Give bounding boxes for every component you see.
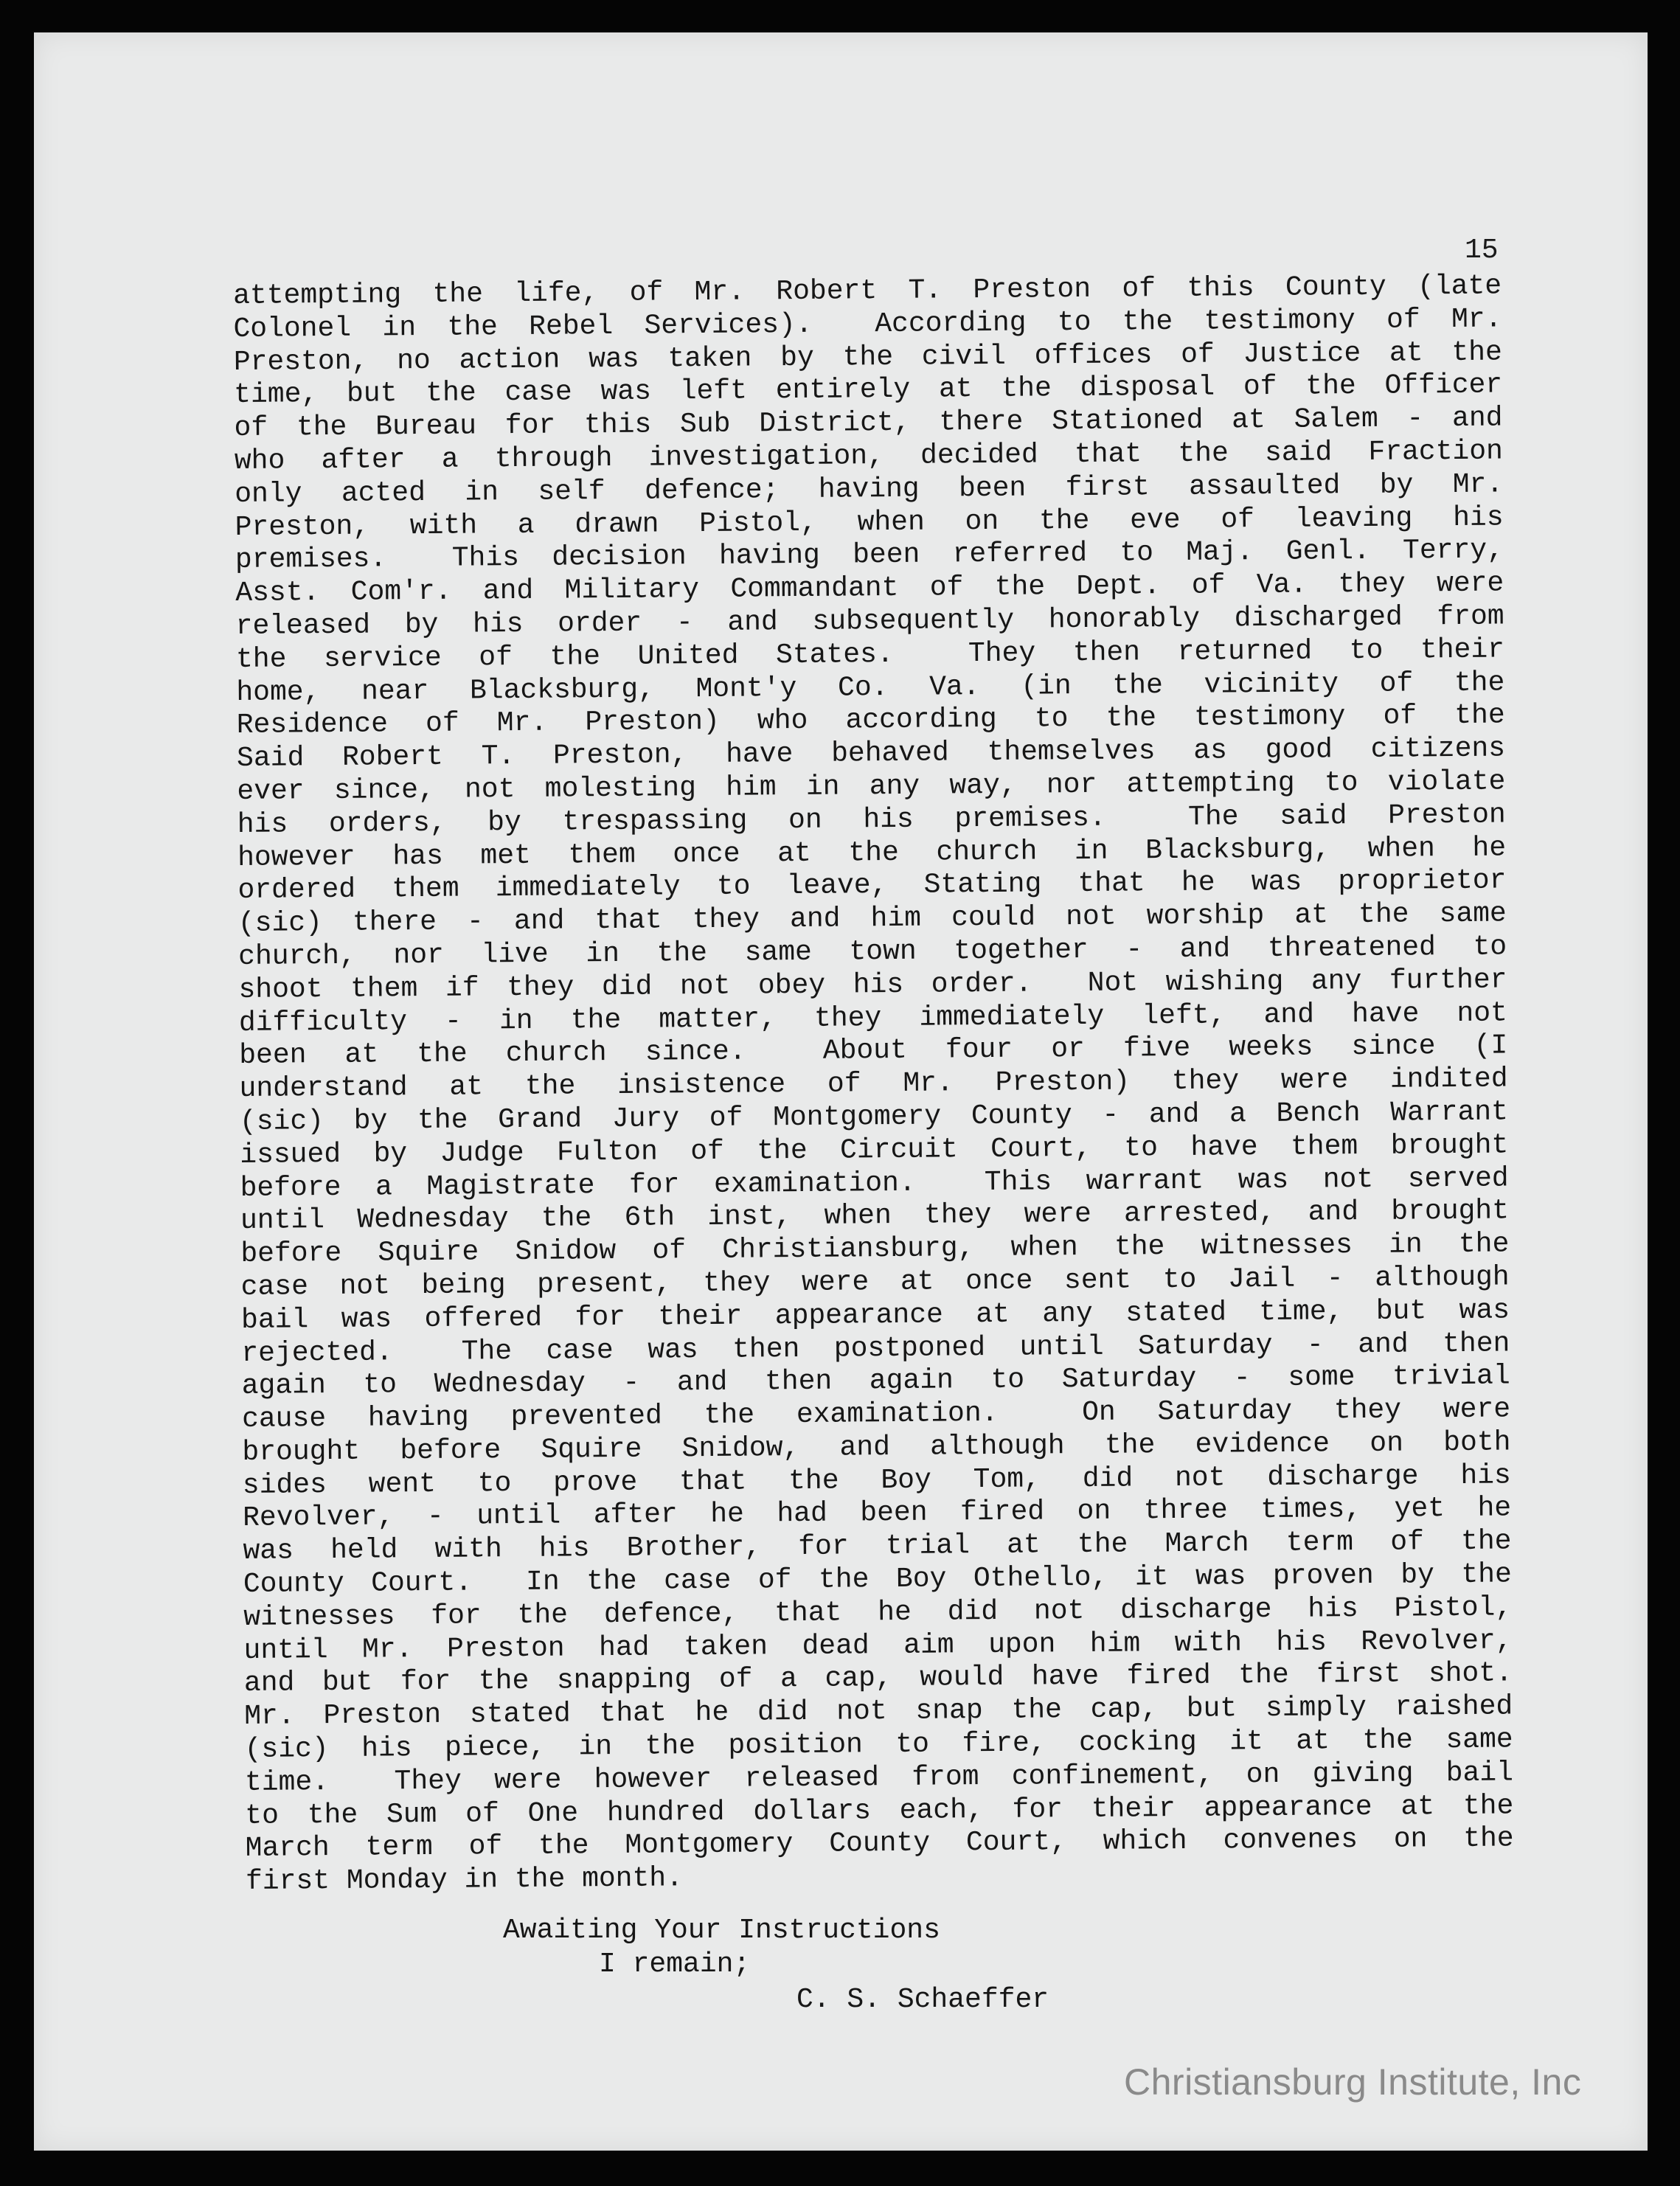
text-line: been at the church since. About four or five weeks since (I [239, 1030, 1508, 1072]
text-line: however has met them once at the church in Blacksburg, when he [237, 832, 1507, 874]
text-line: sides went to prove that the Boy Tom, did not discharge his [242, 1460, 1511, 1502]
text-line: of the Bureau for this Sub District, there Stationed at Salem - and [234, 402, 1503, 445]
text-line: rejected. The case was then postponed until Saturday - and then [241, 1327, 1510, 1370]
closing-line: Awaiting Your Instructions [503, 1915, 940, 1946]
text-line: the service of the United States. They then returned to their [235, 634, 1505, 676]
text-line: until Wednesday the 6th inst, when they were arrested, and brought [240, 1195, 1510, 1238]
text-line: his orders, by trespassing on his premises. The said Preston [237, 799, 1506, 841]
text-line: shoot them if they did not obey his order. Not wishing any further [238, 964, 1507, 1006]
text-line: who after a through investigation, decided that the said Fraction [234, 435, 1504, 477]
text-line: case not being present, they were at once sent to Jail - although [240, 1261, 1510, 1303]
text-line: attempting the life, of Mr. Robert T. Preston of this County (late [233, 270, 1502, 312]
text-line: time. They were however released from confinement, on giving bail [244, 1757, 1514, 1799]
text-line: Said Robert T. Preston, have behaved themselves as good citizens [236, 732, 1506, 775]
text-line: before a Magistrate for examination. This warrant was not served [240, 1162, 1509, 1204]
text-line: until Mr. Preston had taken dead aim upon him with his Revolver, [243, 1625, 1513, 1667]
text-line: (sic) by the Grand Jury of Montgomery County - and a Bench Warrant [239, 1096, 1509, 1138]
text-line: and but for the snapping of a cap, would have fired the first shot. [243, 1657, 1513, 1700]
text-line: County Court. In the case of the Boy Othello, it was proven by the [243, 1558, 1513, 1601]
text-line: witnesses for the defence, that he did not discharge his Pistol, [243, 1592, 1513, 1634]
page-number: 15 [1465, 235, 1499, 266]
text-line: issued by Judge Fulton of the Circuit Court, to have them brought [240, 1129, 1509, 1171]
watermark: Christiansburg Institute, Inc [1124, 2061, 1582, 2103]
text-line: (sic) there - and that they and him could not worship at the same [237, 898, 1507, 940]
text-line: church, nor live in the same town together - and threatened to [238, 931, 1507, 973]
text-line: first Monday in the month. [245, 1862, 684, 1898]
text-line: Revolver, - until after he had been fired on three times, yet he [243, 1492, 1512, 1535]
closing-line: I remain; [599, 1949, 751, 1980]
text-line: March term of the Montgomery County Court, which convenes on the [245, 1822, 1514, 1865]
text-line: premises. This decision having been referred to Maj. Genl. Terry, [235, 534, 1504, 577]
text-line: ordered them immediately to leave, Stating that he was proprietor [237, 864, 1507, 907]
text-line: Preston, no action was taken by the civil offices of Justice at the [233, 336, 1502, 378]
text-line: released by his order - and subsequently honorably discharged from [235, 600, 1504, 642]
text-line: was held with his Brother, for trial at the March term of the [243, 1525, 1512, 1568]
text-line: Preston, with a drawn Pistol, when on the eve of leaving his [235, 502, 1504, 544]
text-line: Asst. Com'r. and Military Commandant of the Dept. of Va. they were [235, 567, 1504, 610]
text-line: Mr. Preston stated that he did not snap the cap, but simply raished [244, 1690, 1513, 1733]
signature: C. S. Schaeffer [796, 1984, 1049, 2016]
text-line: only acted in self defence; having been first assaulted by Mr. [235, 468, 1504, 510]
text-line: cause having prevented the examination. On Saturday they were [241, 1393, 1511, 1436]
text-line: to the Sum of One hundred dollars each, for their appearance at the [245, 1790, 1514, 1832]
text-line: brought before Squire Snidow, and although the evidence on both [242, 1426, 1511, 1468]
text-line: time, but the case was left entirely at the disposal of the Officer [234, 369, 1503, 412]
letter-body [233, 270, 1514, 1898]
text-line: bail was offered for their appearance at any stated time, but was [240, 1294, 1510, 1336]
text-line: (sic) his piece, in the position to fire, cocking it at the same [244, 1724, 1513, 1766]
text-line: again to Wednesday - and then again to Saturday - some trivial [241, 1360, 1510, 1403]
text-line: understand at the insistence of Mr. Preston) they were indited [239, 1063, 1508, 1106]
text-line: before Squire Snidow of Christiansburg, when the witnesses in the [240, 1228, 1510, 1271]
text-line: home, near Blacksburg, Mont'y Co. Va. (in the vicinity of the [236, 667, 1505, 709]
text-line: Residence of Mr. Preston) who according to the testimony of the [236, 699, 1505, 742]
text-line: Colonel in the Rebel Services). According to the testimony of Mr. [233, 303, 1502, 345]
text-line: difficulty - in the matter, they immediately left, and have not [238, 996, 1508, 1039]
text-line: ever since, not molesting him in any way, nor attempting to violate [237, 766, 1506, 808]
